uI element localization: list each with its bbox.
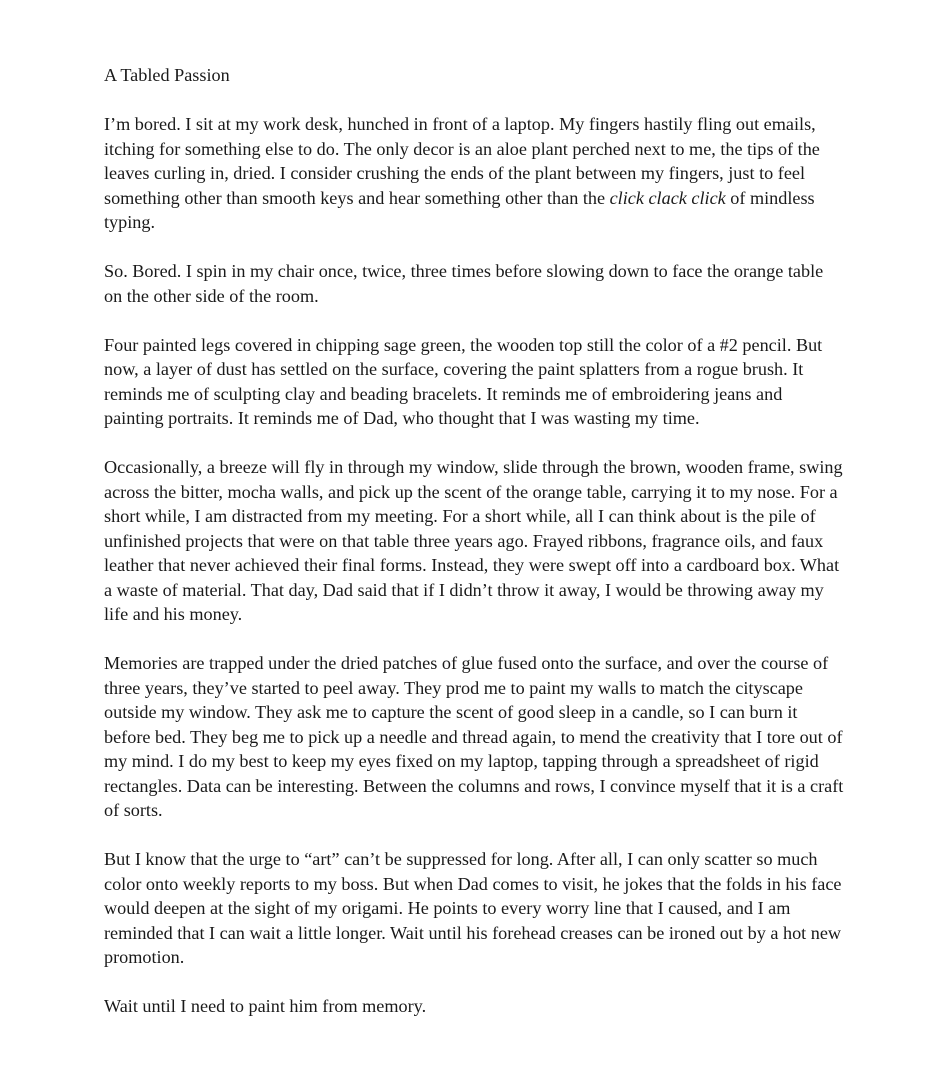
- paragraph-2: So. Bored. I spin in my chair once, twice, three times before slowing down to face the orange table on the other side of the room.: [104, 261, 824, 306]
- paragraph-7: Wait until I need to paint him from memory.: [104, 996, 427, 1016]
- document-page: [104, 63, 844, 1019]
- paragraph-5: Memories are trapped under the dried patches of glue fused onto the surface, and over the course of three years, they’ve started to peel away. They prod me to paint my walls to match the cityscape outside my window. They ask me to capture the scent of good sleep in a candle, so I can burn it before bed. They beg me to pick up a needle and thread again, to mend the creativity that I tore out of my mind. I do my best to keep my eyes fixed on my laptop, tapping through a spreadsheet of rigid rectangles. Data can be interesting. Between the columns and rows, I convince myself that it is a craft of sorts.: [104, 653, 844, 820]
- paragraph-1-text-end: of mindless typing.: [104, 187, 815, 232]
- paragraph-6: But I know that the urge to “art” can’t be suppressed for long. After all, I can only scatter so much color onto weekly reports to my boss. But when Dad comes to visit, he jokes that the folds in his face would deepen at the sight of my origami. He points to every worry line that I caused, and I am reminded that I can wait a little longer. Wait until his forehead creases can be ironed out by a hot new promotion.: [104, 849, 842, 967]
- paragraph-3: Four painted legs covered in chipping sage green, the wooden top still the color of a #2 pencil. But now, a layer of dust has settled on the surface, covering the paint splatters from a rogue brush. It reminds me of sculpting clay and beading bracelets. It reminds me of embroidering jeans and painting portraits. It reminds me of Dad, who thought that I was wasting my time.: [104, 334, 823, 428]
- paragraph-1-text-start: I’m bored. I sit at my work desk, hunched in front of a laptop. My fingers hastily fling out emails, itching for something else to do. The only decor is an aloe plant perched next to me, the tips of the leaves curling in, dried. I consider crushing the ends of the plant between my fingers, just to feel something other than smooth keys and hear something other than the: [104, 114, 820, 208]
- paragraph-4: Occasionally, a breeze will fly in through my window, slide through the brown, wooden frame, swing across the bitter, mocha walls, and pick up the scent of the orange table, carrying it to my nose. For a short while, I am distracted from my meeting. For a short while, all I can think about is the pile of unfinished projects that were on that table three years ago. Frayed ribbons, fragrance oils, and faux leather that never achieved their final forms. Instead, they were swept off into a cardboard box. What a waste of material. That day, Dad said that if I didn’t throw it away, I would be throwing away my life and his money.: [104, 457, 843, 624]
- paragraph-1: [104, 112, 844, 235]
- document-title: A Tabled Passion: [104, 65, 230, 85]
- paragraph-1-italic-phrase: click clack click: [609, 187, 726, 208]
